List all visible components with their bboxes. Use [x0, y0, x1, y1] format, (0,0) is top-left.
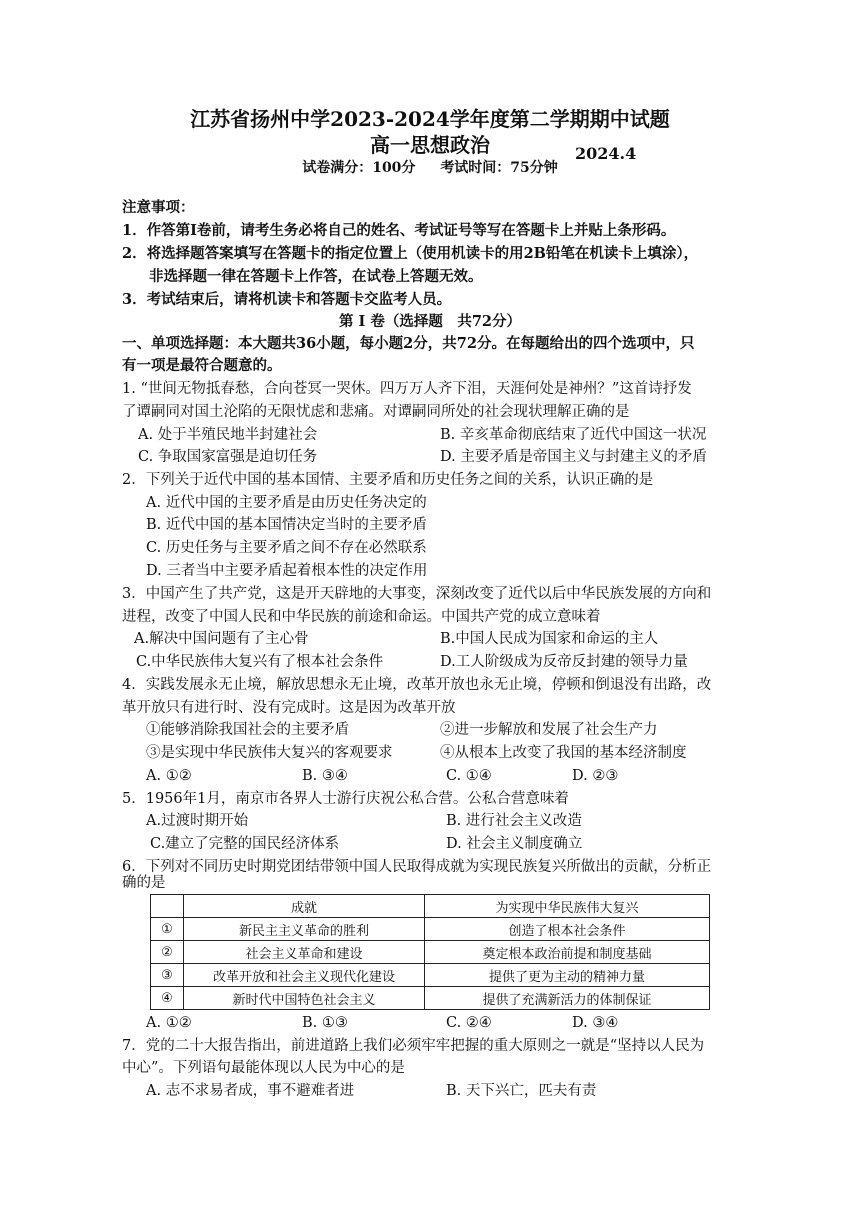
table-header-row — [151, 895, 710, 918]
q1-stem-a: 1. “世间无物抵春愁，合向苍冥一哭休。四万万人齐下泪，天涯何处是神州？”这首诗抒发 — [122, 381, 692, 397]
q6-stem-b: 确的是 — [122, 875, 166, 891]
q2-option-c: C. 历史任务与主要矛盾之间不存在必然联系 — [146, 540, 427, 556]
q1-option-c: C. 争取国家富强是迫切任务 — [138, 449, 318, 465]
q5-stem: 5．1956年1月，南京市各界人士游行庆祝公私合营。公私合营意味着 — [122, 791, 569, 807]
q4-stem-b: 革开放只有进行时、没有完成时。这是因为改革开放 — [122, 700, 456, 716]
q5-option-a: A.过渡时期开始 — [146, 813, 249, 829]
q5-option-c: C.建立了完整的国民经济体系 — [150, 836, 340, 852]
table-cell-contribution: 奠定根本政治前提和制度基础 — [425, 941, 710, 964]
q2-option-a: A. 近代中国的主要矛盾是由历史任务决定的 — [146, 495, 427, 511]
q6-option-d: D. ③④ — [572, 1015, 619, 1031]
q6-stem-a: 6．下列对不同历史时期党团结带领中国人民取得成就为实现民族复兴所做出的贡献，分析正 — [122, 859, 712, 875]
exam-subject: 高一思想政治 — [370, 133, 490, 157]
q2-option-d: D. 三者当中主要矛盾起着根本性的决定作用 — [146, 563, 428, 579]
q3-option-c: C.中华民族伟大复兴有了根本社会条件 — [136, 654, 384, 670]
q4-statement-1: ①能够消除我国社会的主要矛盾 — [146, 722, 349, 738]
table-row-index: ④ — [151, 987, 184, 1010]
table-header-contribution: 为实现中华民族伟大复兴 — [425, 895, 710, 918]
q3-option-d: D.工人阶级成为反帝反封建的领导力量 — [440, 654, 688, 670]
q6-option-b: B. ①③ — [302, 1015, 348, 1031]
q3-option-b: B.中国人民成为国家和命运的主人 — [440, 631, 659, 647]
q1-option-a: A. 处于半殖民地半封建社会 — [138, 427, 318, 443]
q3-stem-b: 进程，改变了中国人民和中华民族的前途和命运。中国共产党的成立意味着 — [122, 609, 601, 625]
q4-option-a: A. ①② — [146, 768, 192, 784]
q4-stem-a: 4．实践发展永无止境，解放思想永无止境，改革开放也永无止境，停顿和倒退没有出路，改 — [122, 677, 712, 693]
q4-option-b: B. ③④ — [302, 768, 348, 784]
table-row-index: ③ — [151, 964, 184, 987]
section-instruction-a: 一、单项选择题：本大题共36小题，每小题2分，共72分。在每题给出的四个选项中，只 — [122, 335, 695, 352]
q4-statement-4: ④从根本上改变了我国的基本经济制度 — [440, 745, 687, 761]
q6-option-a: A. ①② — [146, 1015, 192, 1031]
q7-stem-a: 7．党的二十大报告指出，前进道路上我们必须牢牢把握的重大原则之一就是“坚持以人民为 — [122, 1038, 705, 1054]
table-cell-achievement: 新时代中国特色社会主义 — [184, 987, 425, 1010]
time-info: 考试时间：75分钟 — [440, 160, 558, 176]
q5-option-b: B. 进行社会主义改造 — [446, 813, 582, 829]
q7-option-b: B. 天下兴亡，匹夫有责 — [446, 1083, 597, 1099]
table-cell-contribution: 提供了充满新活力的体制保证 — [425, 987, 710, 1010]
section-instruction-b: 有一项是最符合题意的。 — [122, 357, 282, 374]
score-info: 试卷满分：100分 — [302, 160, 416, 176]
notes-heading: 注意事项： — [122, 199, 195, 216]
q5-option-d: D. 社会主义制度确立 — [446, 836, 583, 852]
table-cell-contribution: 创造了根本社会条件 — [425, 918, 710, 941]
section-title: 第 Ⅰ 卷（选择题 共72分） — [338, 313, 522, 330]
exam-title: 江苏省扬州中学2023-2024学年度第二学期期中试题 — [190, 107, 670, 131]
table-cell-contribution: 提供了更为主动的精神力量 — [425, 964, 710, 987]
table-cell-achievement: 新民主主义革命的胜利 — [184, 918, 425, 941]
exam-date: 2024.4 — [575, 144, 637, 163]
table-row — [151, 941, 710, 964]
q3-option-a: A.解决中国问题有了主心骨 — [134, 631, 309, 647]
q3-stem-a: 3．中国产生了共产党，这是开天辟地的大事变，深刻改变了近代以后中华民族发展的方向和 — [122, 586, 712, 602]
q4-statement-2: ②进一步解放和发展了社会生产力 — [440, 722, 658, 738]
note-3: 3．考试结束后，请将机读卡和答题卡交监考人员。 — [122, 291, 452, 308]
table-header-achievement: 成就 — [184, 895, 425, 918]
q1-option-b: B. 辛亥革命彻底结束了近代中国这一状况 — [440, 427, 707, 443]
q6-table — [150, 894, 710, 1010]
table-row — [151, 987, 710, 1010]
table-row-index: ① — [151, 918, 184, 941]
table-cell-achievement: 改革开放和社会主义现代化建设 — [184, 964, 425, 987]
note-2a: 2．将选择题答案填写在答题卡的指定位置上（使用机读卡的用2B铅笔在机读卡上填涂）， — [122, 245, 699, 262]
table-row — [151, 964, 710, 987]
q4-option-c: C. ①④ — [446, 768, 492, 784]
q2-stem: 2．下列关于近代中国的基本国情、主要矛盾和历史任务之间的关系，认识正确的是 — [122, 472, 654, 488]
note-1: 1．作答第Ⅰ卷前，请考生务必将自己的姓名、考试证号等写在答题卡上并贴上条形码。 — [122, 222, 676, 239]
q4-statement-3: ③是实现中华民族伟大复兴的客观要求 — [146, 745, 393, 761]
q2-option-b: B. 近代中国的基本国情决定当时的主要矛盾 — [146, 517, 427, 533]
table-cell-achievement: 社会主义革命和建设 — [184, 941, 425, 964]
table-row-index: ② — [151, 941, 184, 964]
note-2b: 非选择题一律在答题卡上作答，在试卷上答题无效。 — [149, 268, 483, 285]
q4-option-d: D. ②③ — [572, 768, 619, 784]
q7-stem-b: 中心”。下列语句最能体现以人民为中心的是 — [122, 1060, 405, 1076]
table-row — [151, 918, 710, 941]
q7-option-a: A. 志不求易者成，事不避难者进 — [146, 1083, 355, 1099]
q1-stem-b: 了谭嗣同对国土沦陷的无限忧虑和悲痛。对谭嗣同所处的社会现状理解正确的是 — [122, 404, 630, 420]
exam-meta — [0, 158, 860, 178]
q6-option-c: C. ②④ — [446, 1015, 492, 1031]
q1-option-d: D. 主要矛盾是帝国主义与封建主义的矛盾 — [440, 449, 707, 465]
